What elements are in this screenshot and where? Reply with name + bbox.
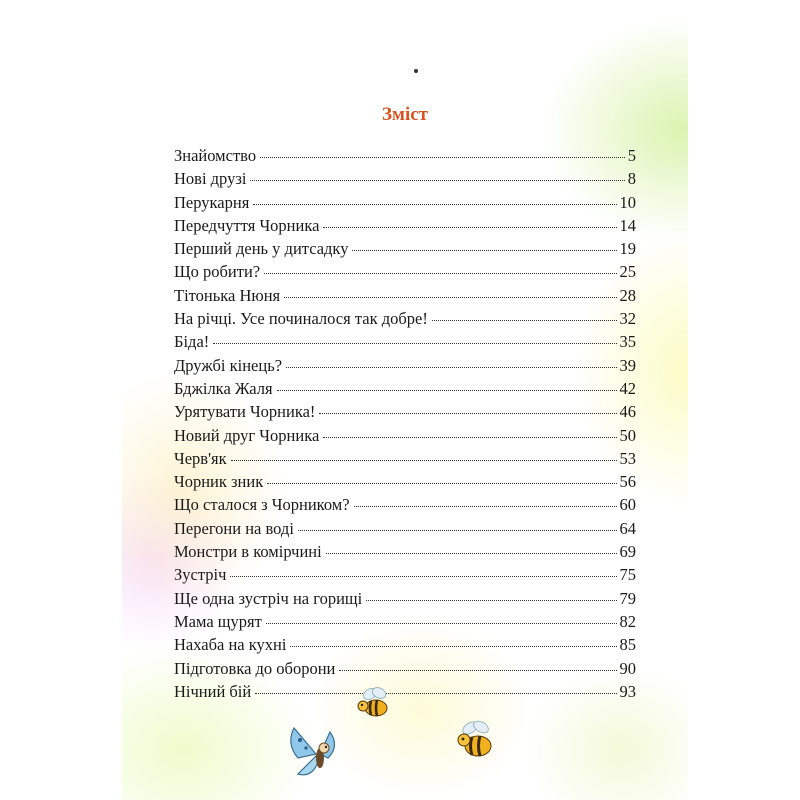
toc-entry: [174, 589, 636, 612]
toc-entry-title: Перегони на воді: [174, 518, 294, 538]
dot-leader: [326, 553, 617, 554]
toc-entry-title: Черв'як: [174, 448, 227, 468]
toc-entry-title: Передчуття Чорника: [174, 215, 320, 235]
toc-entry: [174, 542, 636, 565]
toc-entry-title: Мама щурят: [174, 611, 262, 631]
toc-entry: [174, 169, 636, 192]
toc-entry-page: 56: [619, 472, 636, 492]
toc-entry: [174, 146, 636, 169]
toc-entry-page: 28: [619, 285, 636, 305]
dot-leader: [286, 367, 616, 368]
toc-entry-page: 69: [619, 542, 636, 562]
toc-entry: [174, 635, 636, 658]
toc-entry-title: Нові друзі: [174, 169, 247, 189]
dot-leader: [264, 273, 616, 274]
toc-entry-page: 53: [619, 448, 636, 468]
toc-entry-title: Нічний бій: [174, 681, 252, 701]
toc-entry: [174, 472, 636, 495]
toc-entry: [174, 193, 636, 216]
dot-leader: [323, 227, 616, 228]
toc-entry-page: 10: [619, 192, 636, 212]
dot-leader: [213, 343, 616, 344]
dot-leader: [290, 646, 616, 647]
toc-entry: [174, 495, 636, 518]
toc-entry: [174, 262, 636, 285]
toc-entry: [174, 565, 636, 588]
toc-entry: [174, 659, 636, 682]
toc-entry: [174, 379, 636, 402]
toc-entry-page: 5: [627, 146, 636, 165]
toc-entry-title: Дружбі кінець?: [174, 355, 283, 375]
toc-entry-title: Перший день у дитсадку: [174, 239, 349, 259]
toc-entry-title: Бджілка Жаля: [174, 378, 273, 398]
dot-leader: [231, 460, 617, 461]
toc-entry: [174, 402, 636, 425]
bee-icon: [355, 684, 395, 724]
toc-entry-title: Чорник зник: [174, 472, 264, 492]
toc-entry: [174, 332, 636, 355]
dot-leader: [339, 670, 616, 671]
toc-entry-page: 42: [619, 378, 636, 398]
dot-leader: [284, 297, 616, 298]
toc-entry: [174, 449, 636, 472]
page-dot: [414, 69, 418, 73]
toc-entry-page: 14: [619, 215, 636, 235]
dot-leader: [253, 204, 616, 205]
dot-leader: [277, 390, 617, 391]
toc-entry-title: Перукарня: [174, 192, 250, 212]
toc-entry-page: 93: [619, 681, 636, 701]
toc-entry: [174, 519, 636, 542]
toc-entry-page: 79: [619, 588, 636, 608]
toc-entry-title: Нахаба на кухні: [174, 635, 287, 655]
dot-leader: [323, 437, 616, 438]
toc-entry-page: 35: [619, 332, 636, 352]
toc-entry: [174, 612, 636, 635]
toc-entry-title: Біда!: [174, 332, 210, 352]
dot-leader: [266, 623, 617, 624]
book-page: [122, 20, 688, 800]
dot-leader: [250, 180, 624, 181]
toc-entry-page: 19: [619, 239, 636, 259]
toc-entry-page: 64: [619, 518, 636, 538]
bee-icon: [454, 718, 500, 764]
dot-leader: [432, 320, 617, 321]
toc-entry: [174, 216, 636, 239]
dot-leader: [260, 157, 625, 158]
toc-entry-page: 60: [619, 495, 636, 515]
toc-entry-page: 82: [619, 611, 636, 631]
toc-entry-title: Тітонька Нюня: [174, 285, 281, 305]
toc-entry-title: На річці. Усе починалося так добре!: [174, 309, 428, 329]
toc-entry-page: 25: [619, 262, 636, 282]
toc-entry-title: Ще одна зустріч на горищі: [174, 588, 363, 608]
dot-leader: [230, 576, 616, 577]
dot-leader: [352, 250, 616, 251]
toc-entry-page: 8: [627, 169, 636, 189]
toc-entry-page: 90: [619, 658, 636, 678]
toc-entry-page: 39: [619, 355, 636, 375]
toc-entry-page: 32: [619, 309, 636, 329]
dot-leader: [298, 530, 617, 531]
dot-leader: [267, 483, 616, 484]
dot-leader: [255, 693, 616, 694]
table-of-contents: [174, 146, 636, 705]
toc-entry-page: 46: [619, 402, 636, 422]
toc-entry: [174, 426, 636, 449]
toc-entry: [174, 682, 636, 705]
toc-entry: [174, 309, 636, 332]
toc-entry: [174, 286, 636, 309]
toc-entry-title: Знайомство: [174, 146, 257, 165]
toc-entry-title: Урятувати Чорника!: [174, 402, 316, 422]
toc-entry-page: 75: [619, 565, 636, 585]
dot-leader: [354, 506, 617, 507]
toc-entry-page: 85: [619, 635, 636, 655]
toc-entry-title: Що сталося з Чорником?: [174, 495, 350, 515]
toc-entry-title: Що робити?: [174, 262, 261, 282]
toc-entry-title: Новий друг Чорника: [174, 425, 320, 445]
toc-entry-title: Монстри в комірчині: [174, 542, 322, 562]
dot-leader: [366, 600, 616, 601]
page-title: Зміст: [381, 104, 428, 125]
toc-entry: [174, 239, 636, 262]
butterfly-icon: [284, 724, 354, 780]
toc-entry: [174, 356, 636, 379]
toc-entry-title: Підготовка до оборони: [174, 658, 336, 678]
toc-entry-page: 50: [619, 425, 636, 445]
dot-leader: [319, 413, 616, 414]
toc-entry-title: Зустріч: [174, 565, 227, 585]
